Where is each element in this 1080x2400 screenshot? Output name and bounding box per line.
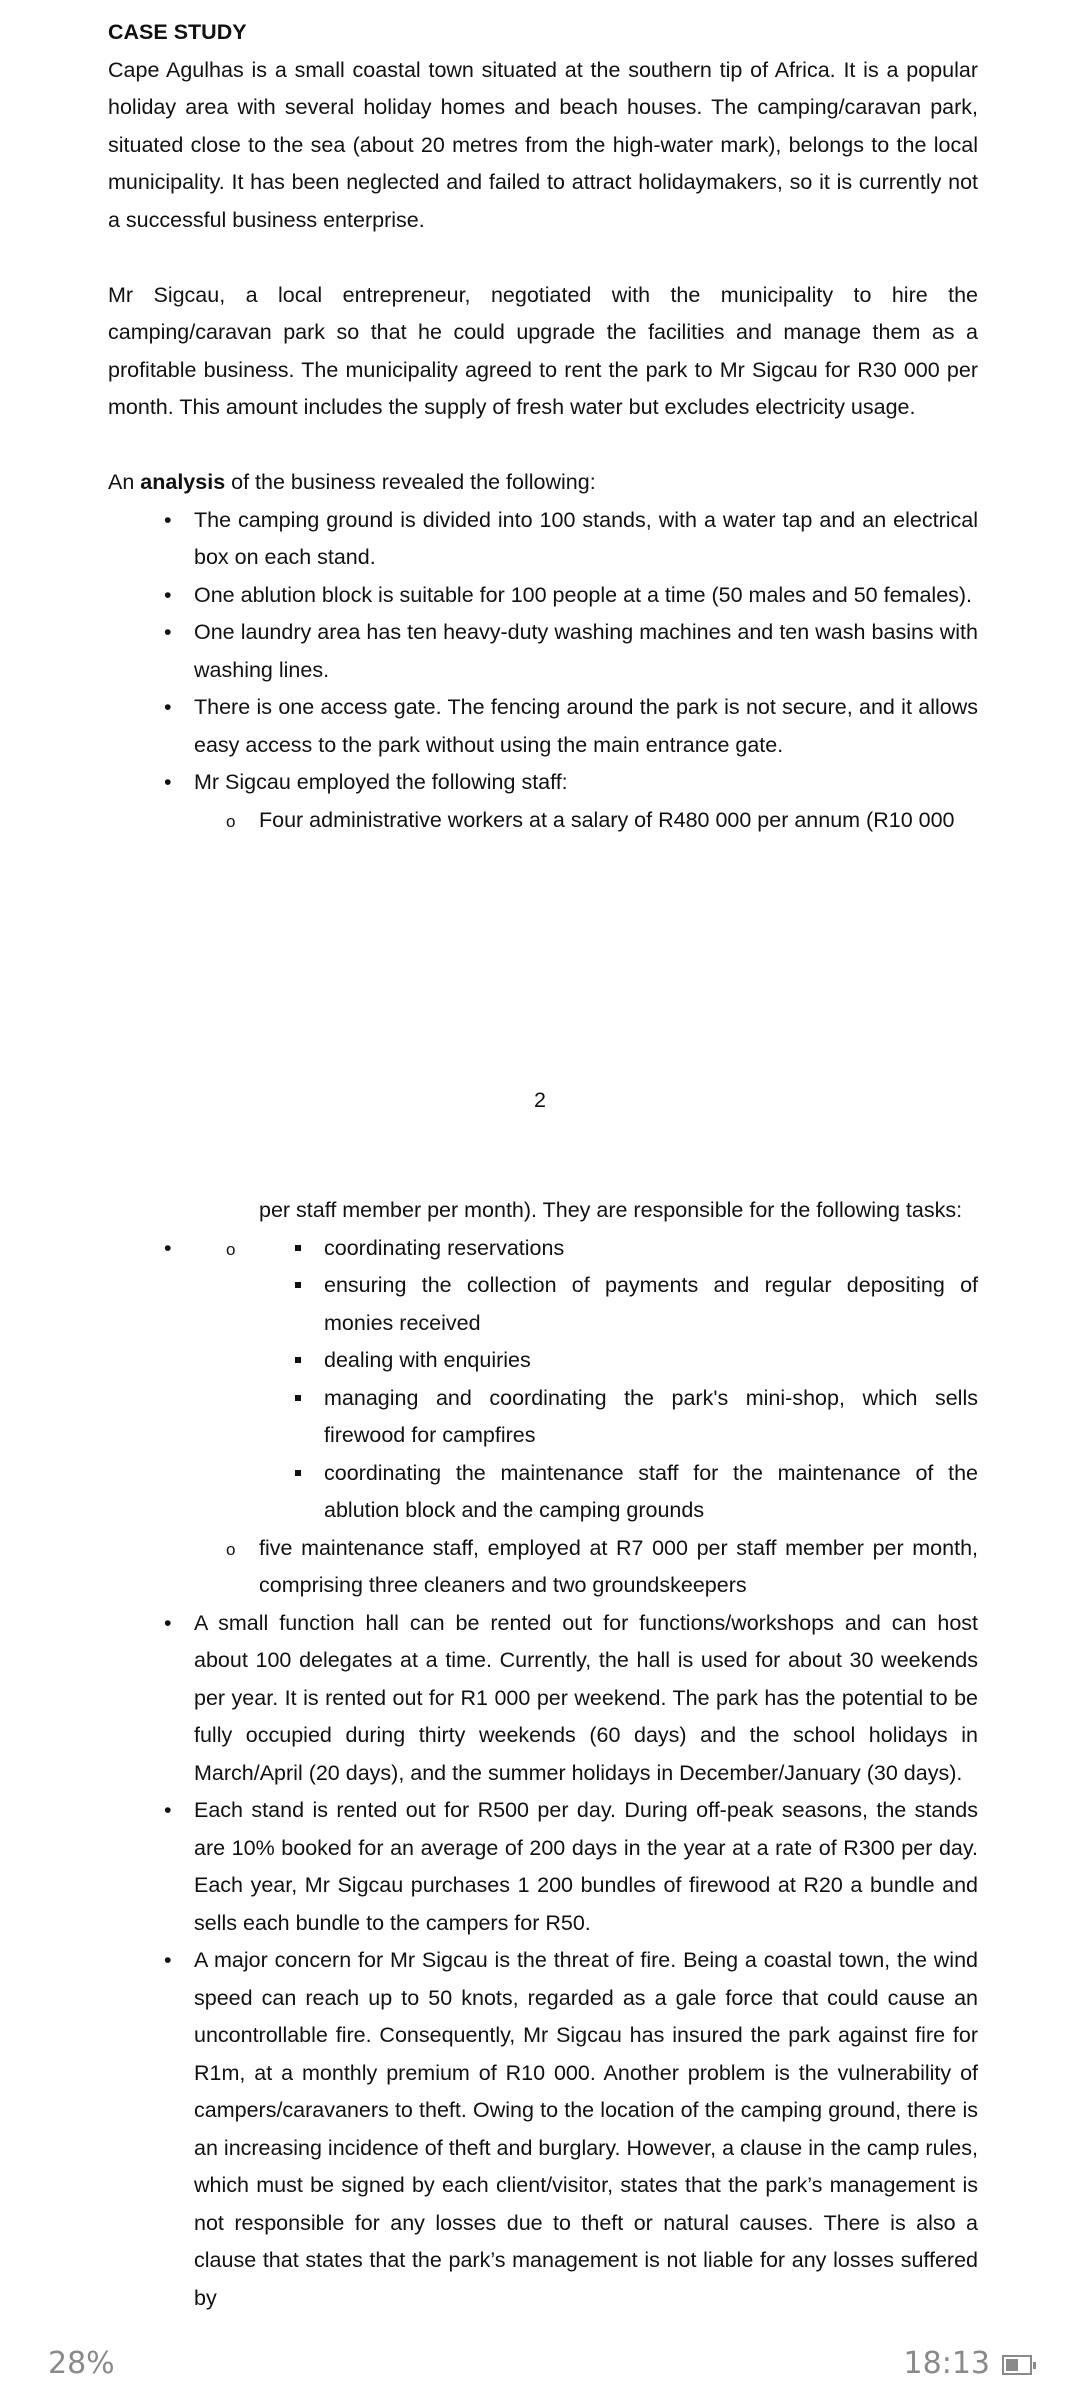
analysis-intro: [108, 464, 978, 502]
status-bar: [0, 2330, 1080, 2400]
intro-paragraph: Cape Agulhas is a small coastal town situated at the southern tip of Africa. It is a popular holiday area with several holiday homes and beach houses. The camping/caravan park, situated close to the sea (about 20 metres from the high-water mark), belongs to the local municipality. It has been neglected and failed to attract holidaymakers, so it is currently not a successful business enterprise.: [108, 57, 978, 232]
staff-item-maintenance: o five maintenance staff, employed at R7 000 per staff member per month, comprising three cleaners and two groundskeepers: [259, 1530, 978, 1605]
analysis-item-gate: • There is one access gate. The fencing around the park is not secure, and it allows easy access to the park without using the main entrance gate.: [194, 689, 978, 764]
staff-list-continued: [194, 1230, 978, 1605]
continued-wrapper: [194, 1230, 978, 1605]
continued-list: [108, 1230, 978, 2318]
page-number: 2: [534, 1088, 546, 1112]
analysis-item-staff: [194, 764, 978, 839]
battery-icon: [1002, 2355, 1032, 2375]
task-item: ensuring the collection of payments and regular depositing of monies received: [324, 1267, 978, 1342]
case-study-heading: CASE STUDY: [108, 20, 247, 44]
analysis-prefix: An: [108, 470, 141, 494]
analysis-item-fire-threat: • A major concern for Mr Sigcau is the threat of fire. Being a coastal town, the wind speed can reach up to 50 knots, regarded as a gale force that could cause an uncontrollable fire. Consequently, Mr Sigcau has insured the park against fire for R1m, at a monthly premium of R10 000. Another problem is the vulnerability of campers/caravaners to theft. Owing to the location of the camping ground, there is an increasing incidence of theft and burglary. However, a clause in the camp rules, which must be signed by each client/visitor, states that the park’s management is not responsible for any losses due to theft or natural causes. There is also a clause that states that the park’s management is not liable for any losses suffered by: [194, 1942, 978, 2317]
analysis-item-function-hall: • A small function hall can be rented out for functions/workshops and can host about 100 delegates at a time. Currently, the hall is used for about 30 weekends per year. It is rented out for R1 000 per weekend. The park has the potential to be fully occupied during thirty weekends (60 days) and the school holidays in March/April (20 days), and the summer holidays in December/January (30 days).: [194, 1605, 978, 1793]
staff-item-admin: o Four administrative workers at a salary of R480 000 per annum (R10 000: [259, 802, 978, 840]
analysis-item-ablution: • One ablution block is suitable for 100 people at a time (50 males and 50 females).: [194, 577, 978, 615]
analysis-item-stand-rental: • Each stand is rented out for R500 per day. During off-peak seasons, the stands are 10% booked for an average of 200 days in the year at a rate of R300 per day. Each year, Mr Sigcau purchases 1 200 bundles of firewood at R20 a bundle and sells each bundle to the campers for R50.: [194, 1792, 978, 1942]
analysis-bold: analysis: [140, 470, 226, 494]
task-item: coordinating the maintenance staff for the maintenance of the ablution block and the camping grounds: [324, 1455, 978, 1530]
document-page-2: [108, 1192, 978, 2317]
agreement-paragraph: Mr Sigcau, a local entrepreneur, negotiated with the municipality to hire the camping/caravan park so that he could upgrade the facilities and manage them as a profitable business. The municipality agreed to rent the park to Mr Sigcau for R30 000 per month. This amount includes the supply of fresh water but excludes electricity usage.: [108, 282, 978, 419]
analysis-suffix: of the business revealed the following:: [225, 470, 596, 494]
tasks-wrapper: [259, 1230, 978, 1530]
task-item: dealing with enquiries: [324, 1342, 978, 1380]
battery-fill: [1006, 2359, 1018, 2371]
staff-list: [194, 802, 978, 840]
admin-task-list: [259, 1230, 978, 1530]
analysis-list: [108, 502, 978, 840]
task-item: managing and coordinating the park's mini-shop, which sells firewood for campfires: [324, 1380, 978, 1455]
staff-item-admin-continued: per staff member per month). They are responsible for the following tasks:: [259, 1198, 963, 1222]
task-item: o • coordinating reservations: [324, 1230, 978, 1268]
staff-intro: Mr Sigcau employed the following staff:: [194, 770, 568, 794]
analysis-item-stands: • The camping ground is divided into 100 stands, with a water tap and an electrical box on each stand.: [194, 502, 978, 577]
clock: 18:13: [903, 2346, 990, 2381]
analysis-item-laundry: • One laundry area has ten heavy-duty washing machines and ten wash basins with washing lines.: [194, 614, 978, 689]
document-page-1: [108, 14, 978, 839]
zoom-level: 28%: [48, 2346, 115, 2381]
